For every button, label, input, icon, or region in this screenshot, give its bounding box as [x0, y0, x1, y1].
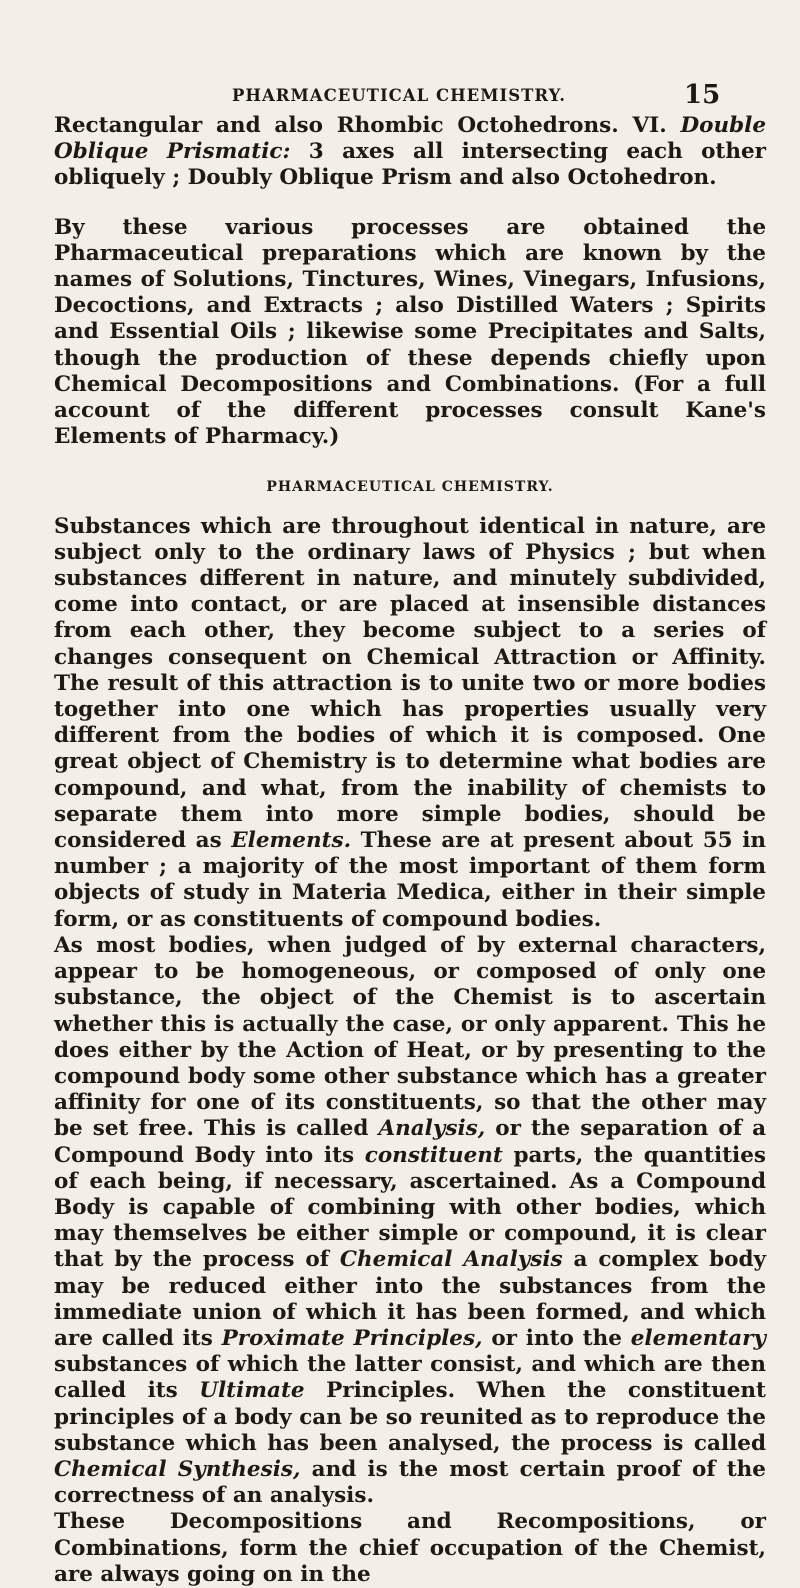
paragraph-chemical-attraction: Substances which are throughout identical in nature, are subject only to the ordinary laws of Physics ; but when substances different in nature, and minutely subdivided, come into contact, or are placed at insensible distances from each other, they become subject to a series of changes consequent on Chemical Attraction or Affinity. The result of this attraction is to unite two or more bodies together into one which has properties usually very different from the bodies of which it is composed. One great object of Chemistry is to determine what bodies are compound, and what, from the inability of chemists to separate them into more simple bodies, should be considered as Elements. These are at present about 55 in number ; a majority of the most important of them form objects of study in Materia Medica, either in their simple form, or as constituents of compound bodies.: [54, 513, 767, 932]
paragraph-analysis: As most bodies, when judged of by external characters, appear to be homogeneous, or composed of only one substance, the object of the Chemist is to ascertain whether this is actually the case, or only apparent. This he does either by the Action of Heat, or by presenting to the compound body some other substance which has a greater affinity for one of its constituents, so that the other may be set free. This is called Analysis, or the separation of a Compound Body into its constituent parts, the quantities of each being, if necessary, ascertained. As a Compound Body is capable of combining with other bodies, which may themselves be either simple or compound, it is clear that by the process of Chemical Analysis a complex body may be reduced either into the substances from the immediate union of which it has been formed, and which are called its Proximate Principles, or into the elementary substances of which the latter consist, and which are then called its Ultimate Principles. When the constituent principles of a body can be so reunited as to reproduce the substance which has been analysed, the process is called Chemical Synthesis, and is the most certain proof of the correctness of an analysis.: [54, 932, 767, 1509]
running-head: [0, 80, 800, 114]
page-number: 15: [684, 80, 721, 110]
paragraph-decompositions: These Decompositions and Recompositions, or Combinations, form the chief occupation of the Chemist, are always going on in the: [54, 1509, 766, 1587]
paragraph-crystal-systems: Rectangular and also Rhombic Octohedrons. VI. Double Oblique Prismatic: 3 axes all intersecting each other obliquely ; Doubly Oblique Prism and also Octohedron.: [54, 113, 766, 191]
section-heading: PHARMACEUTICAL CHEMISTRY.: [266, 479, 554, 496]
running-title: PHARMACEUTICAL CHEMISTRY.: [232, 86, 567, 105]
body-text: [54, 113, 766, 1588]
paragraph-pharmaceutical-preparations: By these various processes are obtained the Pharmaceutical preparations which are known by the names of Solutions, Tinctures, Wines, Vinegars, Infusions, Decoctions, and Extracts ; also Distilled Waters ; Spirits and Essential Oils ; likewise some Precipitates and Salts, though the production of these depends chiefly upon Chemical Decompositions and Combinations. (For a full account of the different processes consult Kane's Elements of Pharmacy.): [54, 214, 766, 450]
